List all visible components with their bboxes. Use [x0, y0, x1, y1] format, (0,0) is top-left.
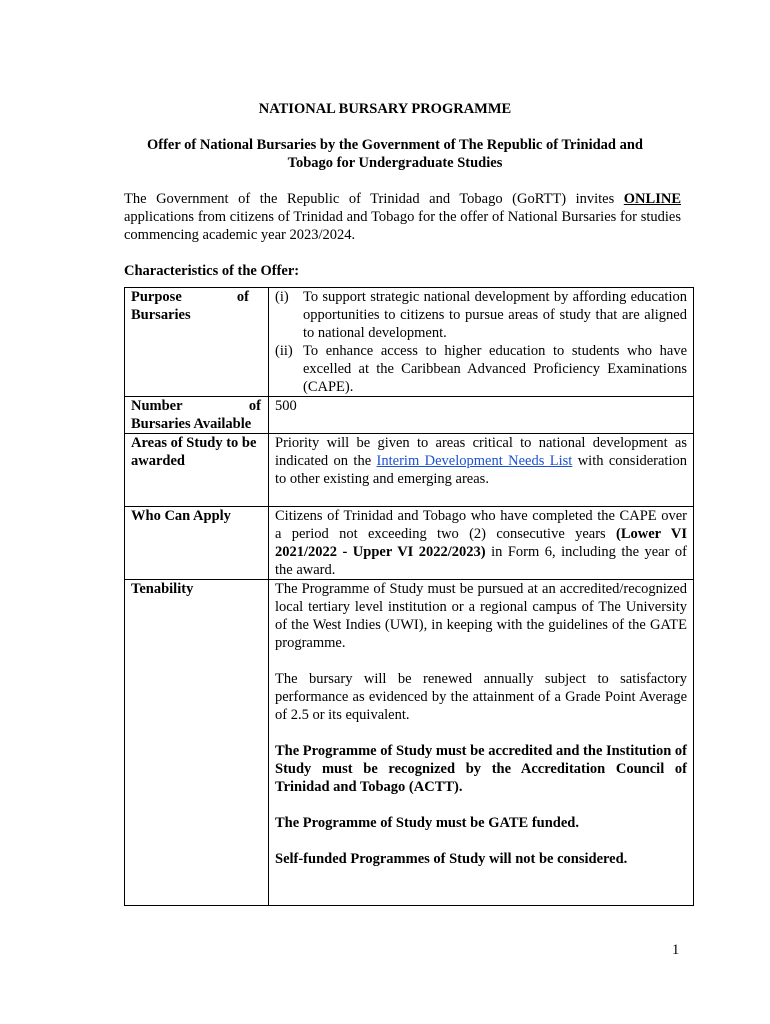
table-row-areas: [125, 434, 694, 507]
purpose-item-1-text: To support strategic national development by affording education opportunities to citizens to pursue areas of study that are aligned to national development.: [303, 289, 687, 341]
who-text-2: in Form 6, including the year of the award.: [275, 544, 687, 578]
table-row-who: [125, 507, 694, 580]
intro-paragraph: [124, 190, 681, 244]
number-value: 500: [269, 397, 694, 434]
online-emphasis: ONLINE: [623, 191, 681, 207]
areas-label: Areas of Study to be awarded: [125, 434, 269, 507]
tenability-para-4: The Programme of Study must be GATE funded.: [275, 815, 579, 831]
table-row-tenability: [125, 580, 694, 906]
who-label: Who Can Apply: [125, 507, 269, 580]
document-subtitle: Offer of National Bursaries by the Government of The Republic of Trinidad and Tobago for Undergraduate Studies: [147, 137, 643, 171]
offer-characteristics-table: [124, 287, 694, 906]
table-row-purpose: [125, 288, 694, 397]
who-value: [269, 507, 694, 580]
purpose-item-2: [275, 342, 687, 396]
tenability-value: [269, 580, 694, 906]
table-row-number: [125, 397, 694, 434]
interim-development-needs-list-link[interactable]: Interim Development Needs List: [376, 453, 573, 469]
tenability-para-2: The bursary will be renewed annually subject to satisfactory performance as evidenced by the attainment of a Grade Point Average of 2.5 or its equivalent.: [275, 671, 687, 723]
page-number: 1: [672, 942, 680, 958]
number-label: [125, 397, 269, 434]
who-text-1: Citizens of Trinidad and Tobago who have completed the CAPE over a period not exceeding two (2) consecutive years: [275, 508, 687, 542]
tenability-para-5: Self-funded Programmes of Study will not be considered.: [275, 851, 628, 867]
who-bold-years: (Lower VI 2021/2022 - Upper VI 2022/2023): [275, 526, 687, 560]
intro-text-2: applications from citizens of Trinidad and Tobago for the offer of National Bursaries for studies commencing academic year 2023/2024.: [124, 209, 681, 243]
purpose-item-2-text: To enhance access to higher education to students who have excelled at the Caribbean Advanced Proficiency Examinations (CAPE).: [303, 343, 687, 395]
purpose-item-1-number: (i): [275, 289, 289, 305]
document-title: NATIONAL BURSARY PROGRAMME: [258, 101, 512, 117]
areas-text-2: with consideration to other existing and emerging areas.: [275, 453, 687, 487]
tenability-para-1: The Programme of Study must be pursued at an accredited/recognized local tertiary level institution or a regional campus of The University of the West Indies (UWI), in keeping with the guidelines of the GATE programme.: [275, 581, 687, 651]
characteristics-heading: Characteristics of the Offer:: [124, 263, 300, 279]
purpose-item-1: [275, 288, 687, 342]
purpose-value: [269, 288, 694, 397]
areas-value: [269, 434, 694, 507]
number-label-text: Number of Bursaries Available: [131, 398, 261, 432]
purpose-label-text: Purpose of Bursaries: [131, 289, 249, 323]
intro-text-1: The Government of the Republic of Trinidad and Tobago (GoRTT) invites: [124, 191, 624, 207]
areas-text-1: Priority will be given to areas critical to national development as indicated on the: [275, 435, 687, 469]
tenability-para-3: The Programme of Study must be accredited and the Institution of Study must be recognized by the Accreditation Council of Trinidad and Tobago (ACTT).: [275, 743, 687, 795]
purpose-label: [125, 288, 269, 397]
tenability-label: Tenability: [125, 580, 269, 906]
purpose-item-2-number: (ii): [275, 343, 293, 359]
